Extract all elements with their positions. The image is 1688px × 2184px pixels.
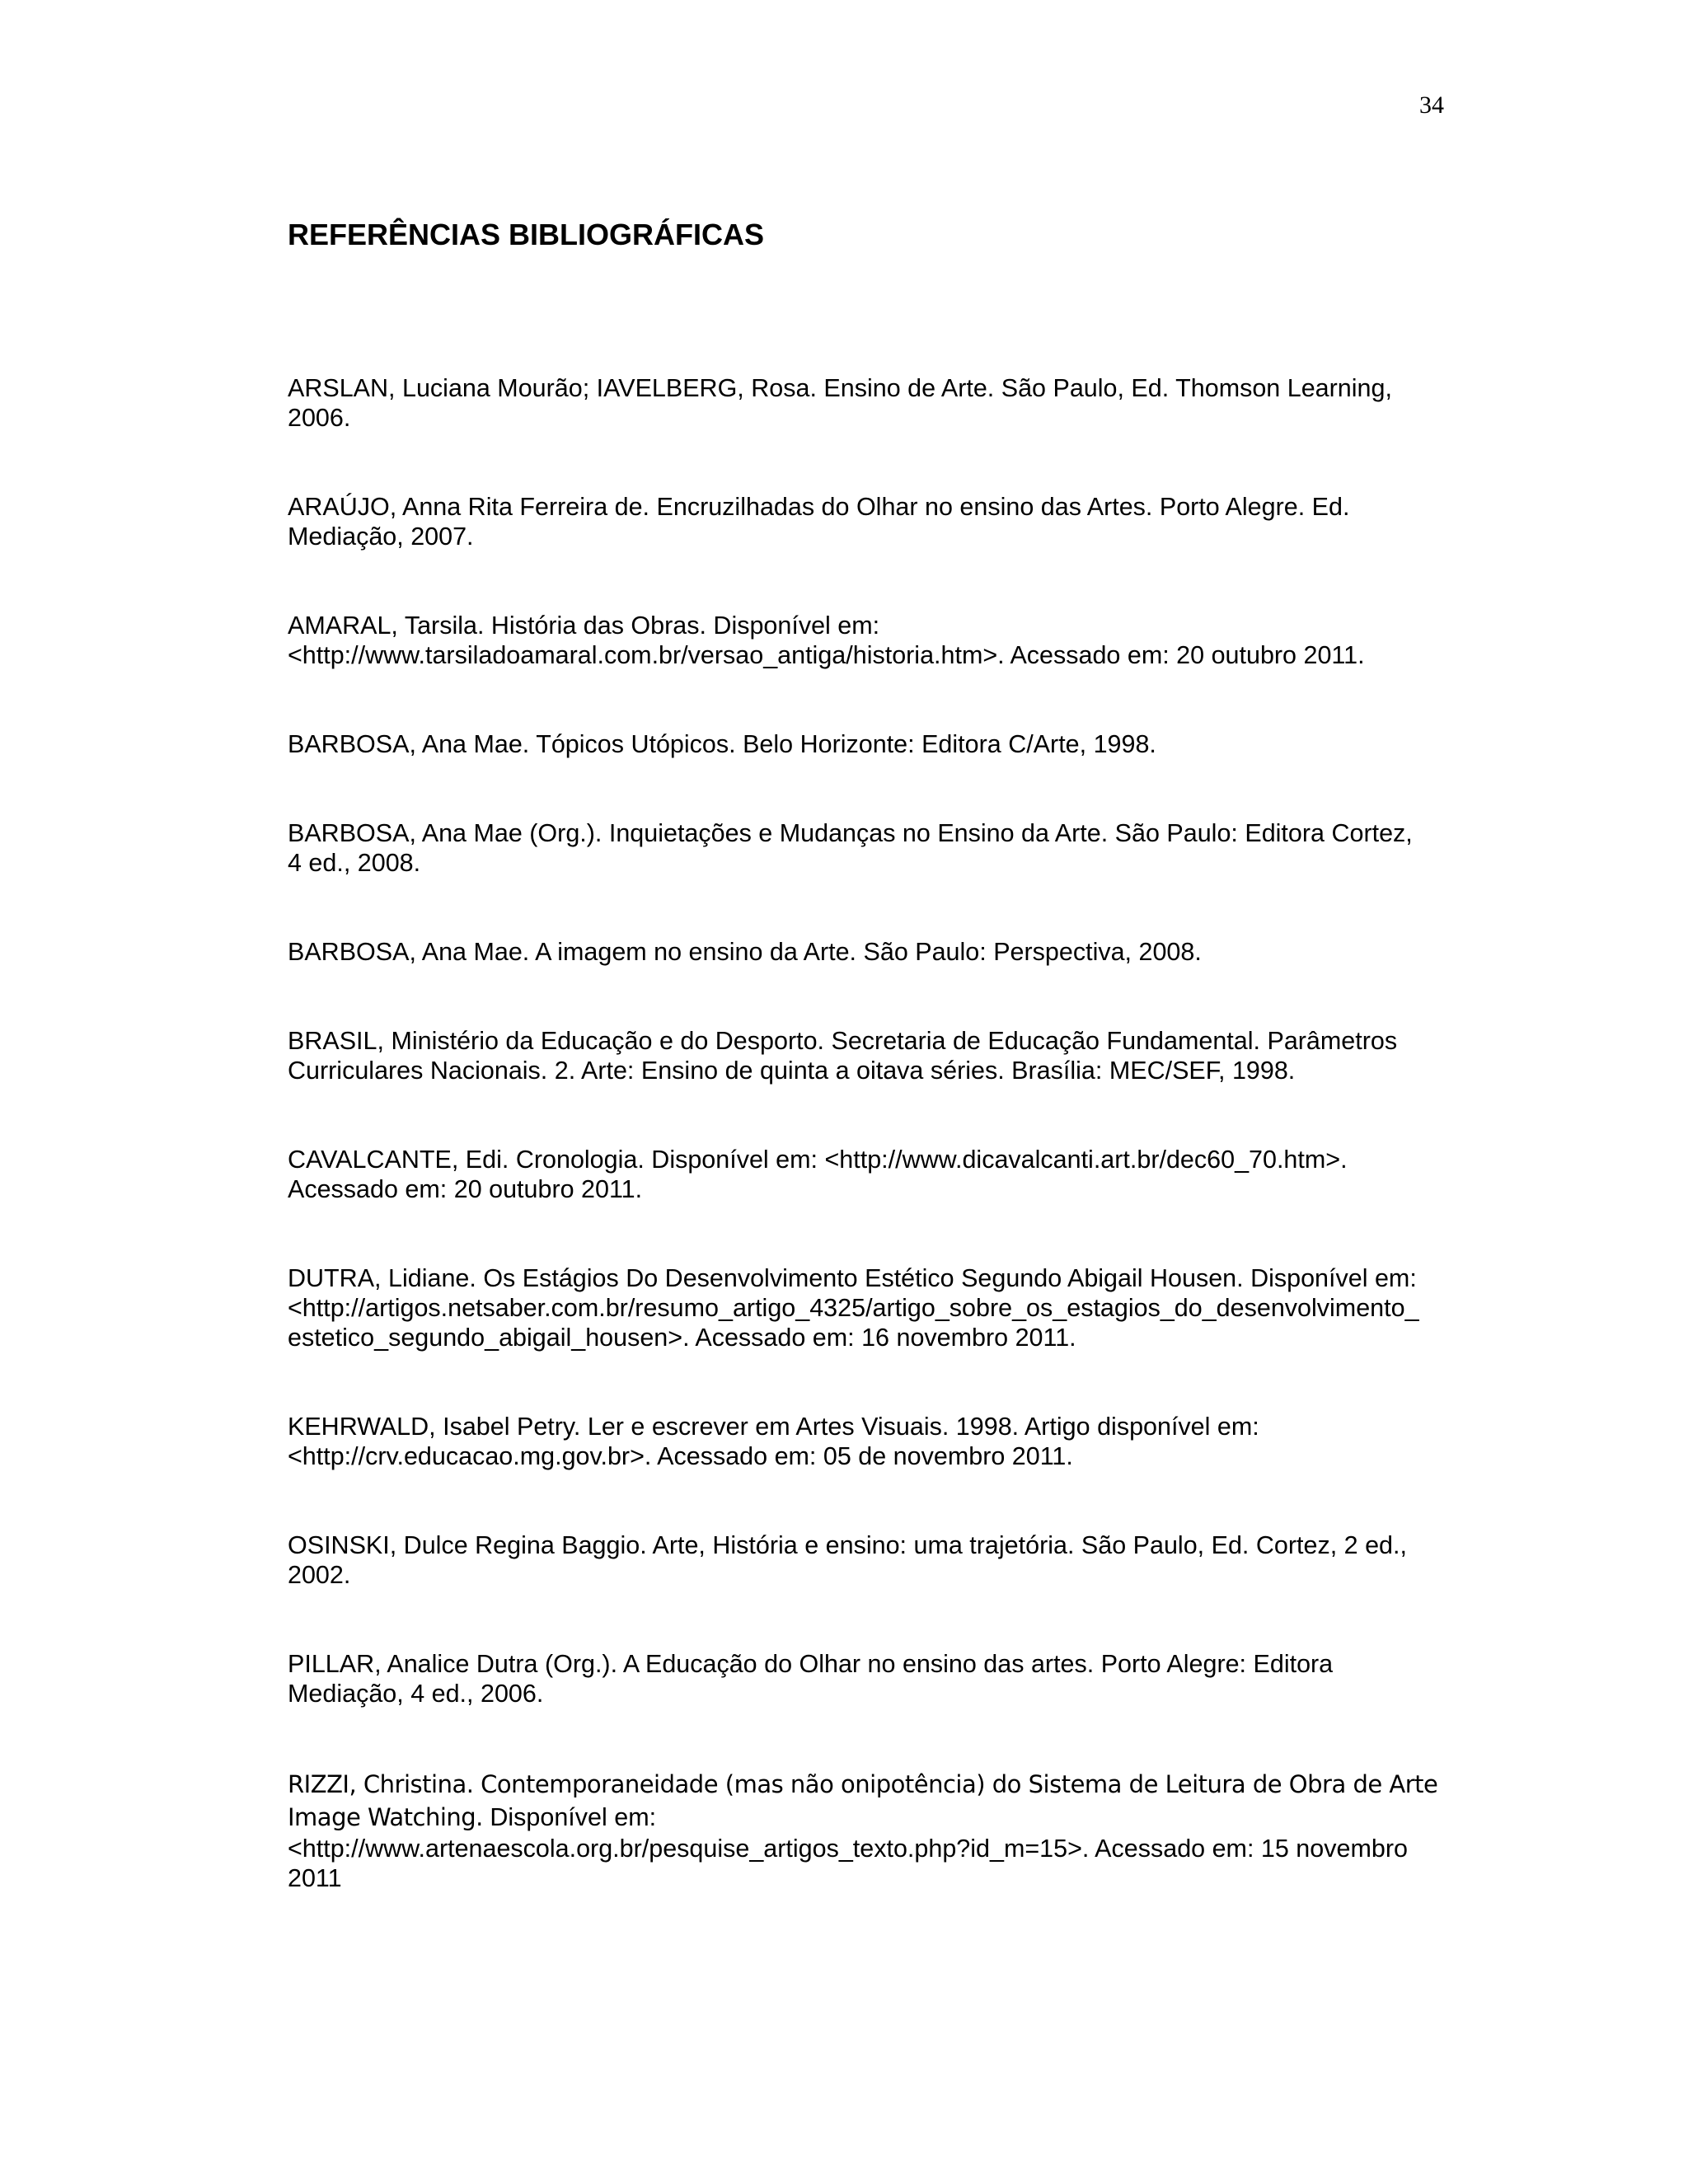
reference-item: KEHRWALD, Isabel Petry. Ler e escrever em Artes Visuais. 1998. Artigo disponível em: <http://crv.educacao.mg.gov.br>. Acessado em: 05 de novembro 2011. xyxy=(288,1413,1259,1470)
reference-item: ARAÚJO, Anna Rita Ferreira de. Encruzilhadas do Olhar no ensino das Artes. Porto Alegre. Ed. Mediação, 2007. xyxy=(288,493,1350,551)
reference-item: PILLAR, Analice Dutra (Org.). A Educação do Olhar no ensino das artes. Porto Alegre: Editora Mediação, 4 ed., 2006. xyxy=(288,1650,1334,1708)
reference-item-rizzi xyxy=(288,1768,1442,1893)
page-number: 34 xyxy=(1419,91,1444,119)
reference-rest-text: Disponível em: <http://www.artenaescola.org.br/pesquise_artigos_texto.php?id_m=15>. Acessado em: 15 novembro 2011 xyxy=(288,1803,1408,1892)
reference-list xyxy=(288,373,1442,1952)
reference-item: BARBOSA, Ana Mae. Tópicos Utópicos. Belo Horizonte: Editora C/Arte, 1998. xyxy=(288,730,1156,758)
reference-item: ARSLAN, Luciana Mourão; IAVELBERG, Rosa. Ensino de Arte. São Paulo, Ed. Thomson Learning, 2006. xyxy=(288,374,1392,432)
reference-item: BARBOSA, Ana Mae (Org.). Inquietações e Mudanças no Ensino da Arte. São Paulo: Editora Cortez, 4 ed., 2008. xyxy=(288,819,1413,877)
reference-item: DUTRA, Lidiane. Os Estágios Do Desenvolvimento Estético Segundo Abigail Housen. Disponível em: <http://artigos.netsaber.com.br/resumo_artigo_4325/artigo_sobre_os_estagios_do_desenvolvimento_ estetico_segundo_abigail_housen>. Acessado em: 16 novembro 2011. xyxy=(288,1264,1419,1352)
reference-item: BRASIL, Ministério da Educação e do Desporto. Secretaria de Educação Fundamental. Parâmetros Curriculares Nacionais. 2. Arte: Ensino de quinta a oitava séries. Brasília: MEC/SEF, 1998. xyxy=(288,1027,1398,1085)
page-title: REFERÊNCIAS BIBLIOGRÁFICAS xyxy=(288,218,765,251)
reference-item: OSINSKI, Dulce Regina Baggio. Arte, História e ensino: uma trajetória. São Paulo, Ed. Cortez, 2 ed., 2002. xyxy=(288,1531,1407,1589)
reference-item: AMARAL, Tarsila. História das Obras. Disponível em: <http://www.tarsiladoamaral.com.br/versao_antiga/historia.htm>. Acessado em: 20 outubro 2011. xyxy=(288,612,1365,669)
reference-item: CAVALCANTE, Edi. Cronologia. Disponível em: <http://www.dicavalcanti.art.br/dec60_70.htm>. Acessado em: 20 outubro 2011. xyxy=(288,1146,1348,1203)
reference-item: BARBOSA, Ana Mae. A imagem no ensino da Arte. São Paulo: Perspectiva, 2008. xyxy=(288,938,1202,966)
reference-lead-text: RIZZI, Christina. Contemporaneidade (mas não onipotência) do Sistema de Leitura de Obra de Arte Image Watching. xyxy=(288,1770,1438,1831)
